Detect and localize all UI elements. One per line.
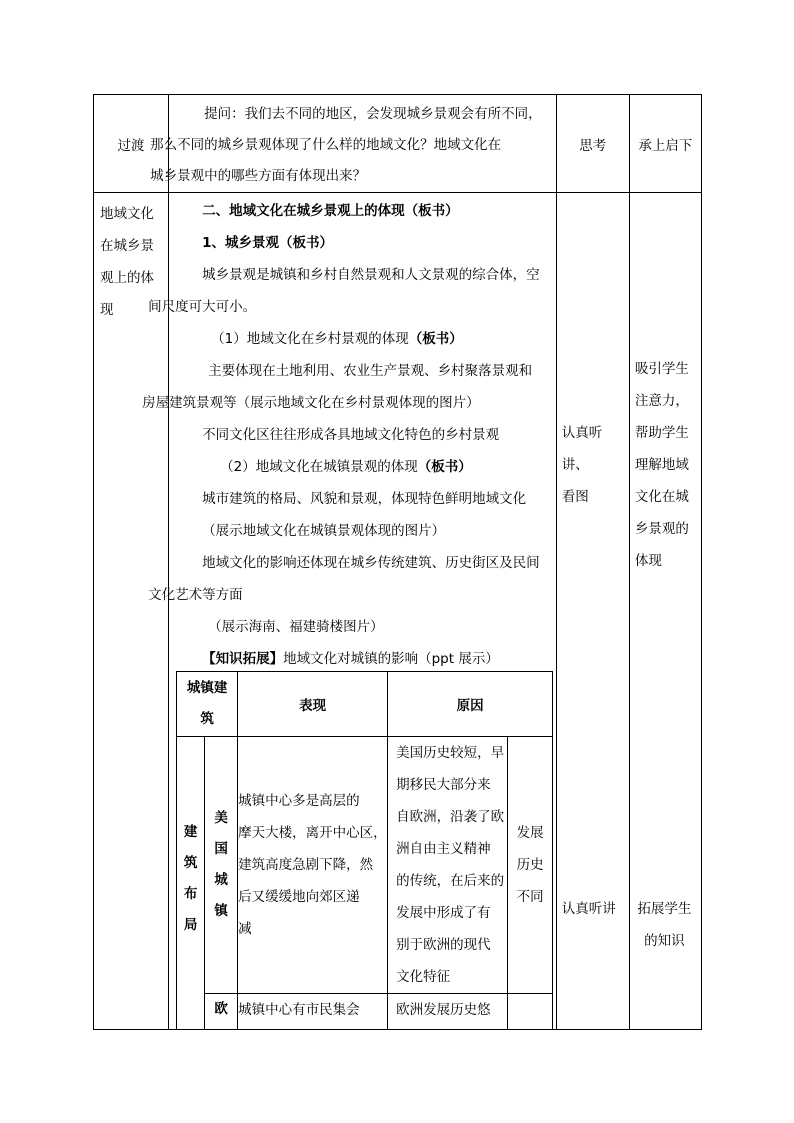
group-label-layout: 建 筑 布 局 bbox=[177, 737, 205, 1030]
student-activity: 思考 bbox=[579, 137, 607, 154]
urban-heading: （2）地域文化在城镇景观的体现（板书） bbox=[220, 459, 472, 475]
inner-header-row bbox=[177, 672, 553, 737]
more-paragraph: 地域文化的影响还体现在城乡传统建筑、历史街区及民间 文化艺术等方面 bbox=[148, 555, 540, 603]
landscape-paragraph: 城乡景观是城镇和乡村自然景观和人文景观的综合体，空 间尺度可大可小。 bbox=[148, 267, 540, 315]
us-manifestation: 城镇中心多是高层的 摩天大楼，离开中心区， 建筑高度急剧下降，然 后又缓缓地向郊区递 减 bbox=[238, 737, 388, 994]
student-activity-cell-2 bbox=[556, 193, 629, 1030]
different-history: 发展 历史 不同 bbox=[508, 737, 553, 994]
rural-paragraph-2: 不同文化区往往形成各具地域文化特色的乡村景观 bbox=[202, 427, 500, 443]
section-heading: 二、地域文化在城乡景观上的体现（板书） bbox=[202, 203, 459, 219]
europe-reason: 欧洲发展历史悠 bbox=[388, 994, 508, 1030]
urban-paragraph: 城市建筑的格局、风貌和景观，体现特色鲜明地域文化 bbox=[202, 491, 527, 507]
header-manifestation: 表现 bbox=[238, 672, 388, 737]
europe-manifestation: 城镇中心有市民集会 bbox=[238, 994, 388, 1030]
intent-attention: 吸引学生 注意力， 帮助学生 理解地域 文化在城 乡景观的 体现 bbox=[634, 361, 689, 569]
topic-cell bbox=[94, 193, 169, 1030]
europe-label: 欧 bbox=[205, 994, 238, 1030]
content-cell bbox=[142, 193, 557, 1030]
question-text: 提问：我们去不同的地区，会发现城乡景观会有所不同， 那么不同的城乡景观体现了什么样的地域文化？地域文化在 城乡景观中的哪些方面有体现出来？ bbox=[150, 106, 542, 184]
rural-heading: （1）地域文化在乡村景观的体现（板书） bbox=[211, 331, 463, 347]
europe-empty bbox=[508, 994, 553, 1030]
stage-label: 过渡 bbox=[117, 137, 145, 154]
design-intent-cell bbox=[629, 95, 701, 193]
architecture-comparison-table bbox=[176, 671, 553, 1030]
rural-paragraph: 主要体现在土地利用、农业生产景观、乡村聚落景观和 房屋建筑景观等（展示地域文化在乡村景观体现的图片） bbox=[142, 363, 533, 411]
design-intent: 承上启下 bbox=[638, 137, 693, 154]
activity-listen: 认真听讲 bbox=[561, 901, 616, 917]
arcade-image-note: （展示海南、福建骑楼图片） bbox=[208, 619, 384, 635]
us-row bbox=[177, 737, 553, 994]
header-reason: 原因 bbox=[388, 672, 553, 737]
transition-row bbox=[94, 95, 702, 193]
main-row bbox=[94, 193, 702, 1030]
lesson-plan-table bbox=[93, 94, 702, 1030]
europe-row bbox=[177, 994, 553, 1030]
topic-text: 地域文化 在城乡景 观上的体 现 bbox=[100, 206, 154, 318]
subsection-heading: 1、城乡景观（板书） bbox=[202, 235, 334, 251]
question-cell bbox=[150, 95, 557, 193]
student-activity-cell bbox=[556, 95, 629, 193]
design-intent-cell-2 bbox=[629, 193, 701, 1030]
intent-extend: 拓展学生 的知识 bbox=[637, 901, 692, 949]
urban-image-note: （展示地域文化在城镇景观体现的图片） bbox=[202, 523, 446, 539]
us-cities-label: 美 国 城 镇 bbox=[205, 737, 238, 994]
knowledge-extension: 【知识拓展】地域文化对城镇的影响（ppt 展示） bbox=[202, 651, 499, 667]
header-urban-architecture: 城镇建 筑 bbox=[177, 672, 238, 737]
activity-listen-view: 认真听讲、 看图 bbox=[561, 425, 603, 505]
us-reason: 美国历史较短，早 期移民大部分来 自欧洲，沿袭了欧 洲自由主义精神 的传统，在后来的 发展中形成了有 别于欧洲的现代 文化特征 bbox=[388, 737, 508, 994]
